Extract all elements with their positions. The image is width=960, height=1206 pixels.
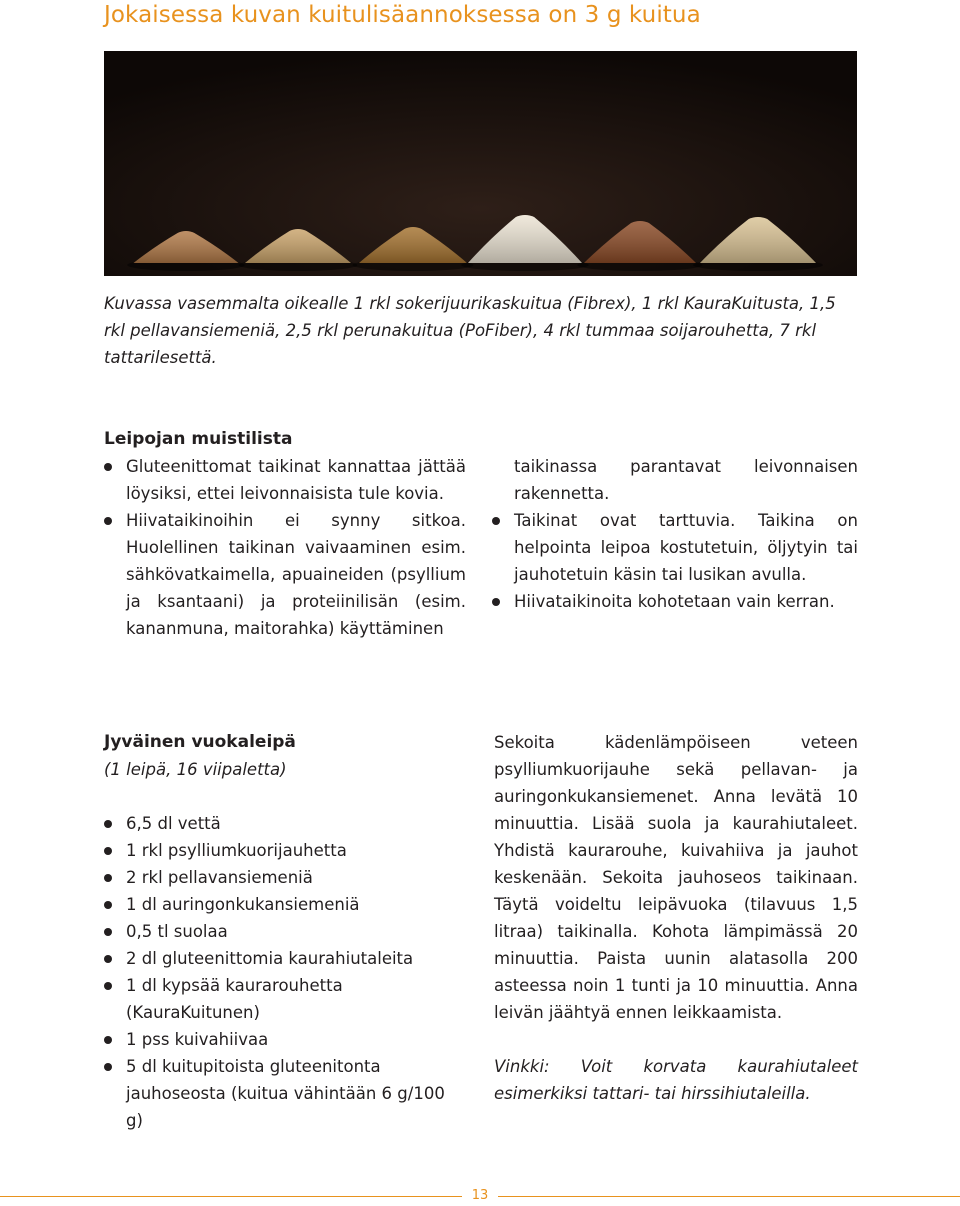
recipe-right-column	[494, 729, 858, 1107]
fiber-piles-illustration	[104, 51, 857, 276]
page-title: Jokaisessa kuvan kuitulisäannoksessa on 3 g kuitua	[104, 2, 701, 28]
checklist-items-left	[104, 453, 466, 642]
recipe-left-column	[104, 729, 464, 1134]
ingredient-item: 1 dl auringonkukansiemeniä	[104, 891, 464, 918]
checklist-title: Leipojan muistilista	[104, 429, 293, 449]
ingredient-item: 6,5 dl vettä	[104, 810, 464, 837]
checklist-items-right	[492, 507, 858, 615]
checklist-left-column	[104, 426, 466, 642]
recipe-tip: Vinkki: Voit korvata kaurahiutaleet esimerkiksi tattari- tai hirssihiutaleilla.	[494, 1057, 858, 1103]
ingredient-item: 2 rkl pellavansiemeniä	[104, 864, 464, 891]
ingredient-item: 1 rkl psylliumkuorijauhetta	[104, 837, 464, 864]
ingredient-item: 1 pss kuivahiivaa	[104, 1026, 464, 1053]
footer-rule-right	[498, 1196, 960, 1197]
checklist-item: Taikinat ovat tarttuvia. Taikina on helpointa leipoa kostutetuin, öljytyin tai jauhotetuin käsin tai lusikan avulla.	[492, 507, 858, 588]
checklist-continuation: taikinassa parantavat leivonnaisen rakennetta.	[514, 457, 858, 503]
checklist-right-column	[492, 453, 858, 615]
ingredient-list	[104, 810, 464, 1134]
recipe-method: Sekoita kädenlämpöiseen veteen psylliumkuorijauhe sekä pellavan- ja auringonkukansiemenet. Anna levätä 10 minuuttia. Lisää suola ja kaurahiutaleet. Yhdistä kaurarouhe, kuivahiiva ja jauhot keskenään. Sekoita jauhoseos taikinaan. Täytä voideltu leipävuoka (tilavuus 1,5 litraa) taikinalla. Kohota lämpimässä 20 minuuttia. Paista uunin alatasolla 200 asteessa noin 1 tunti ja 10 minuuttia. Anna leivän jäähtyä ennen leikkaamista.	[494, 733, 858, 1022]
ingredient-item: 2 dl gluteenittomia kaurahiutaleita	[104, 945, 464, 972]
footer-rule-left	[0, 1196, 462, 1197]
ingredient-item: 5 dl kuitupitoista gluteenitonta jauhoseosta (kuitua vähintään 6 g/100 g)	[104, 1053, 464, 1134]
photo-caption: Kuvassa vasemmalta oikealle 1 rkl sokerijuurikaskuitua (Fibrex), 1 rkl KauraKuitusta, 1,5 rkl pellavansiemeniä, 2,5 rkl perunakuitua (PoFiber), 4 rkl tummaa soijarouhetta, 7 rkl tattarilesettä.	[104, 294, 836, 367]
recipe-title: Jyväinen vuokaleipä	[104, 732, 296, 752]
checklist-item: Hiivataikinoita kohotetaan vain kerran.	[492, 588, 858, 615]
checklist-item: Hiivataikinoihin ei synny sitkoa. Huolellinen taikinan vaivaaminen esim. sähkövatkaimella, apuaineiden (psyllium ja ksantaani) ja proteiinilisän (esim. kananmuna, maitorahka) käyttäminen	[104, 507, 466, 642]
page-number: 13	[471, 1188, 489, 1203]
ingredient-item: 1 dl kypsää kaurarouhetta (KauraKuitunen)	[104, 972, 464, 1026]
recipe-yield: (1 leipä, 16 viipaletta)	[104, 760, 287, 779]
fiber-piles-photo	[104, 51, 857, 276]
checklist-item: Gluteenittomat taikinat kannattaa jättää löysiksi, ettei leivonnaisista tule kovia.	[104, 453, 466, 507]
ingredient-item: 0,5 tl suolaa	[104, 918, 464, 945]
